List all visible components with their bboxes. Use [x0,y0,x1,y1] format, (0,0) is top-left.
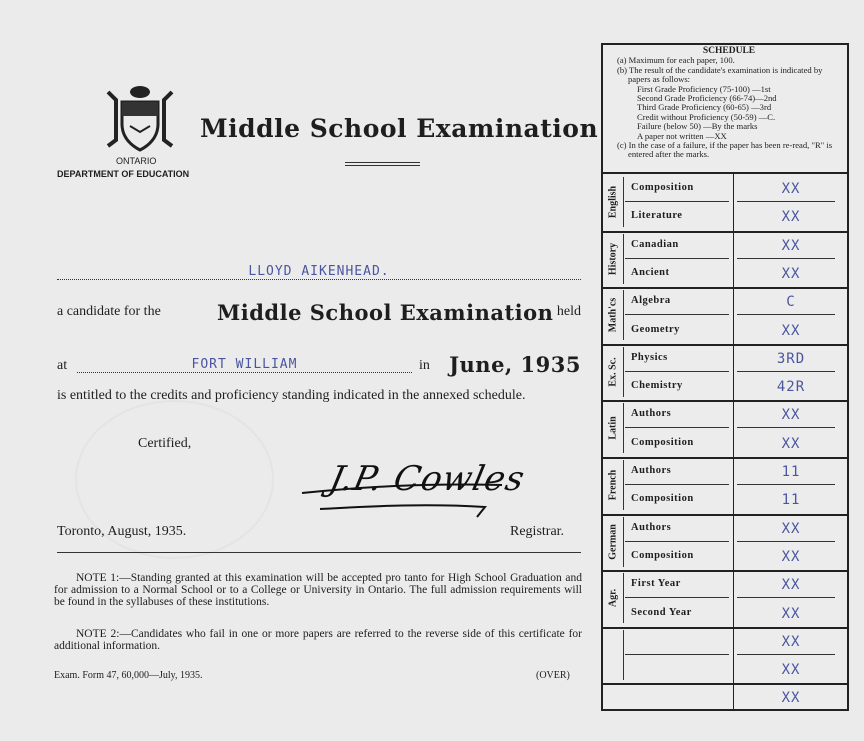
candidate-name-line [57,262,581,280]
table-row [603,655,847,683]
paper-grade: XX [781,662,801,679]
legend-line: Credit without Proficiency (50-59) —C. [637,111,776,122]
paper-name: Composition [631,436,694,448]
paper-grade: XX [781,435,801,452]
paper-grade: XX [781,548,801,565]
paper-name: Literature [631,210,683,222]
subject-name: Ex. Sc. [607,357,619,387]
table-row [603,457,847,485]
candidate-line [57,300,581,326]
note-1: NOTE 1:—Standing granted at this examination will be accepted pro tanto for High School Graduation and for admission to a Normal School or to a College or University in Ontario. The full admission requirements will be found in the syllabuses of these institutions. [54,572,582,608]
table-row-total [603,683,847,711]
over-label: (OVER) [536,670,570,681]
subject-name: English [607,185,619,219]
table-row [603,514,847,542]
paper-grade: 11 [781,492,801,509]
subject-name: Math'cs [607,297,619,333]
table-row [603,174,847,202]
paper-grade: XX [781,633,801,650]
table-row [603,570,847,598]
subject-name: Agr. [607,589,619,608]
table-row [603,485,847,513]
paper-grade: XX [781,237,801,254]
paper-grade: XX [781,605,801,622]
table-row [603,542,847,570]
title-rule [345,162,420,166]
paper-name: Geometry [631,323,680,335]
subject-name: History [607,242,619,275]
paper-name: Algebra [631,295,671,307]
signature-text: J.P. Cowles [325,459,529,499]
paper-name: Physics [631,351,668,363]
signature [300,455,529,520]
schedule-title: SCHEDULE [702,46,756,56]
table-row [603,599,847,627]
form-number: Exam. Form 47, 60,000—July, 1935. [54,670,203,681]
legend-line: First Grade Proficiency (75-100) —1st [637,83,771,94]
table-row [603,400,847,428]
note-2: NOTE 2:—Candidates who fail in one or more papers are referred to the reverse side of this certificate for additional information. [54,628,582,652]
entitled-text: is entitled to the credits and proficiency standing indicated in the annexed schedule. [57,388,526,403]
paper-grade: 42R [776,379,806,396]
paper-name: First Year [631,578,681,590]
table-row [603,259,847,287]
paper-grade: 11 [781,464,801,480]
ontario-crest [100,82,180,154]
final-grade: XX [781,690,801,707]
paper-grade: C [786,294,796,311]
place-date: Toronto, August, 1935. [57,524,187,539]
paper-name: Ancient [631,266,670,278]
schedule-legend [603,45,847,160]
department-label: DEPARTMENT OF EDUCATION [57,169,190,179]
certified-label: Certified, [138,436,192,451]
in-label: in [419,358,430,373]
paper-name: Composition [631,549,694,561]
table-row [603,202,847,230]
legend-line: (c) In the case of a failure, if the paper has been re-read, "R" is entered after the marks. [617,140,833,160]
province-label: ONTARIO [116,156,157,166]
paper-name: Authors [631,521,672,533]
exam-name: Middle School Examination [217,300,554,325]
paper-name: Authors [631,408,672,420]
session-date: June, 1935 [449,352,581,377]
paper-grade: XX [781,181,801,197]
held-label: held [556,304,581,319]
table-row [603,316,847,344]
at-label: at [57,358,68,373]
paper-name: Second Year [631,606,692,618]
legend-line: Second Grade Proficiency (66-74)—2nd [637,93,777,104]
location-line [57,352,581,380]
paper-grade: XX [781,265,801,282]
legend-line: Failure (below 50) —By the marks [637,121,758,132]
candidate-prefix: a candidate for the [57,304,161,319]
subject-name: German [607,523,619,560]
table-row [603,287,847,315]
table-row [603,344,847,372]
column-divider [733,174,734,711]
table-row [603,627,847,655]
paper-grade: XX [781,209,801,226]
divider [57,552,581,553]
paper-grade: 3RD [776,350,806,367]
candidate-name: LLOYD AIKENHEAD. [248,264,390,279]
paper-name: Chemistry [631,380,683,392]
subject-name: French [607,469,619,501]
paper-grade: XX [781,577,801,594]
paper-name: Composition [631,493,694,505]
table-row [603,429,847,457]
legend-line: (b) The result of the candidate's examination is indicated by papers as follows: [617,64,823,85]
schedule-rows [603,172,847,714]
legend-line: A paper not written —XX [637,130,727,141]
paper-name: Canadian [631,238,679,250]
legend-line: (a) Maximum for each paper, 100. [617,55,735,66]
table-row [603,372,847,400]
table-row [603,231,847,259]
paper-name: Authors [631,465,672,476]
paper-grade: XX [781,407,801,424]
paper-grade: XX [781,520,801,537]
location-field [77,355,412,373]
location-value: FORT WILLIAM [191,357,298,372]
paper-name: Composition [631,182,694,193]
registrar-label: Registrar. [510,524,565,539]
legend-line: Third Grade Proficiency (60-65) —3rd [637,102,772,113]
schedule-table [601,43,849,711]
page-title: Middle School Examination [200,114,599,143]
subject-name: Latin [607,416,619,441]
paper-grade: XX [781,322,801,339]
